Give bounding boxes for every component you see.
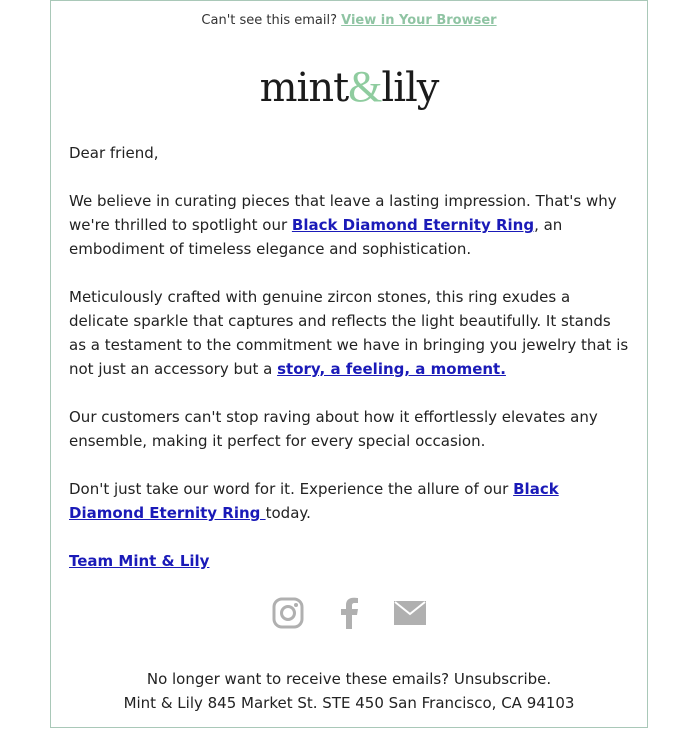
paragraph-testimonial: Our customers can't stop raving about how it effortlessly elevates any ensemble, making it perfect for every special occasion. [69,408,598,450]
logo-ampersand: & [348,62,382,111]
paragraph-cta [69,477,631,525]
email-container [50,0,648,728]
mail-icon[interactable] [394,601,426,629]
footer [51,667,647,715]
preheader [51,13,647,28]
email-body [69,141,631,597]
greeting: Dear friend, [69,144,159,162]
paragraph-intro [69,189,631,261]
paragraph-text: , an embodiment of timeless elegance and sophistication. [69,216,563,258]
paragraph-description [69,285,631,381]
paragraph-text: Meticulously crafted with genuine zircon stones, this ring exudes a delicate sparkle that captures and reflects the light beautifully. It stands as a testament to the commitment we have in bringing you jewelry that is not just an accessory but a [69,288,629,378]
signature-paragraph [69,549,631,573]
paragraph-text: Don't just take our word for it. Experience the allure of our [69,480,514,498]
facebook-icon[interactable] [337,597,361,633]
view-in-browser-link[interactable]: View in Your Browser [341,13,497,28]
product-link-ring-cta[interactable]: Black Diamond Eternity Ring [69,480,559,522]
instagram-icon[interactable] [272,597,304,633]
unsubscribe-text[interactable]: No longer want to receive these emails? Unsubscribe. [146,670,552,688]
company-address: Mint & Lily 845 Market St. STE 450 San Francisco, CA 94103 [123,694,575,712]
social-links [51,597,647,633]
preheader-text: Can't see this email? [201,13,337,28]
logo-text-lily: lily [381,65,439,111]
logo-text-mint: mint [259,65,349,111]
signature-link[interactable]: Team Mint & Lily [69,552,210,570]
paragraph-text: We believe in curating pieces that leave a lasting impression. That's why we're thrilled to spotlight our [69,192,617,234]
story-link[interactable]: story, a feeling, a moment. [277,360,506,378]
product-link-ring[interactable]: Black Diamond Eternity Ring [291,216,535,234]
brand-logo[interactable] [51,59,647,116]
paragraph-text: today. [265,504,311,522]
